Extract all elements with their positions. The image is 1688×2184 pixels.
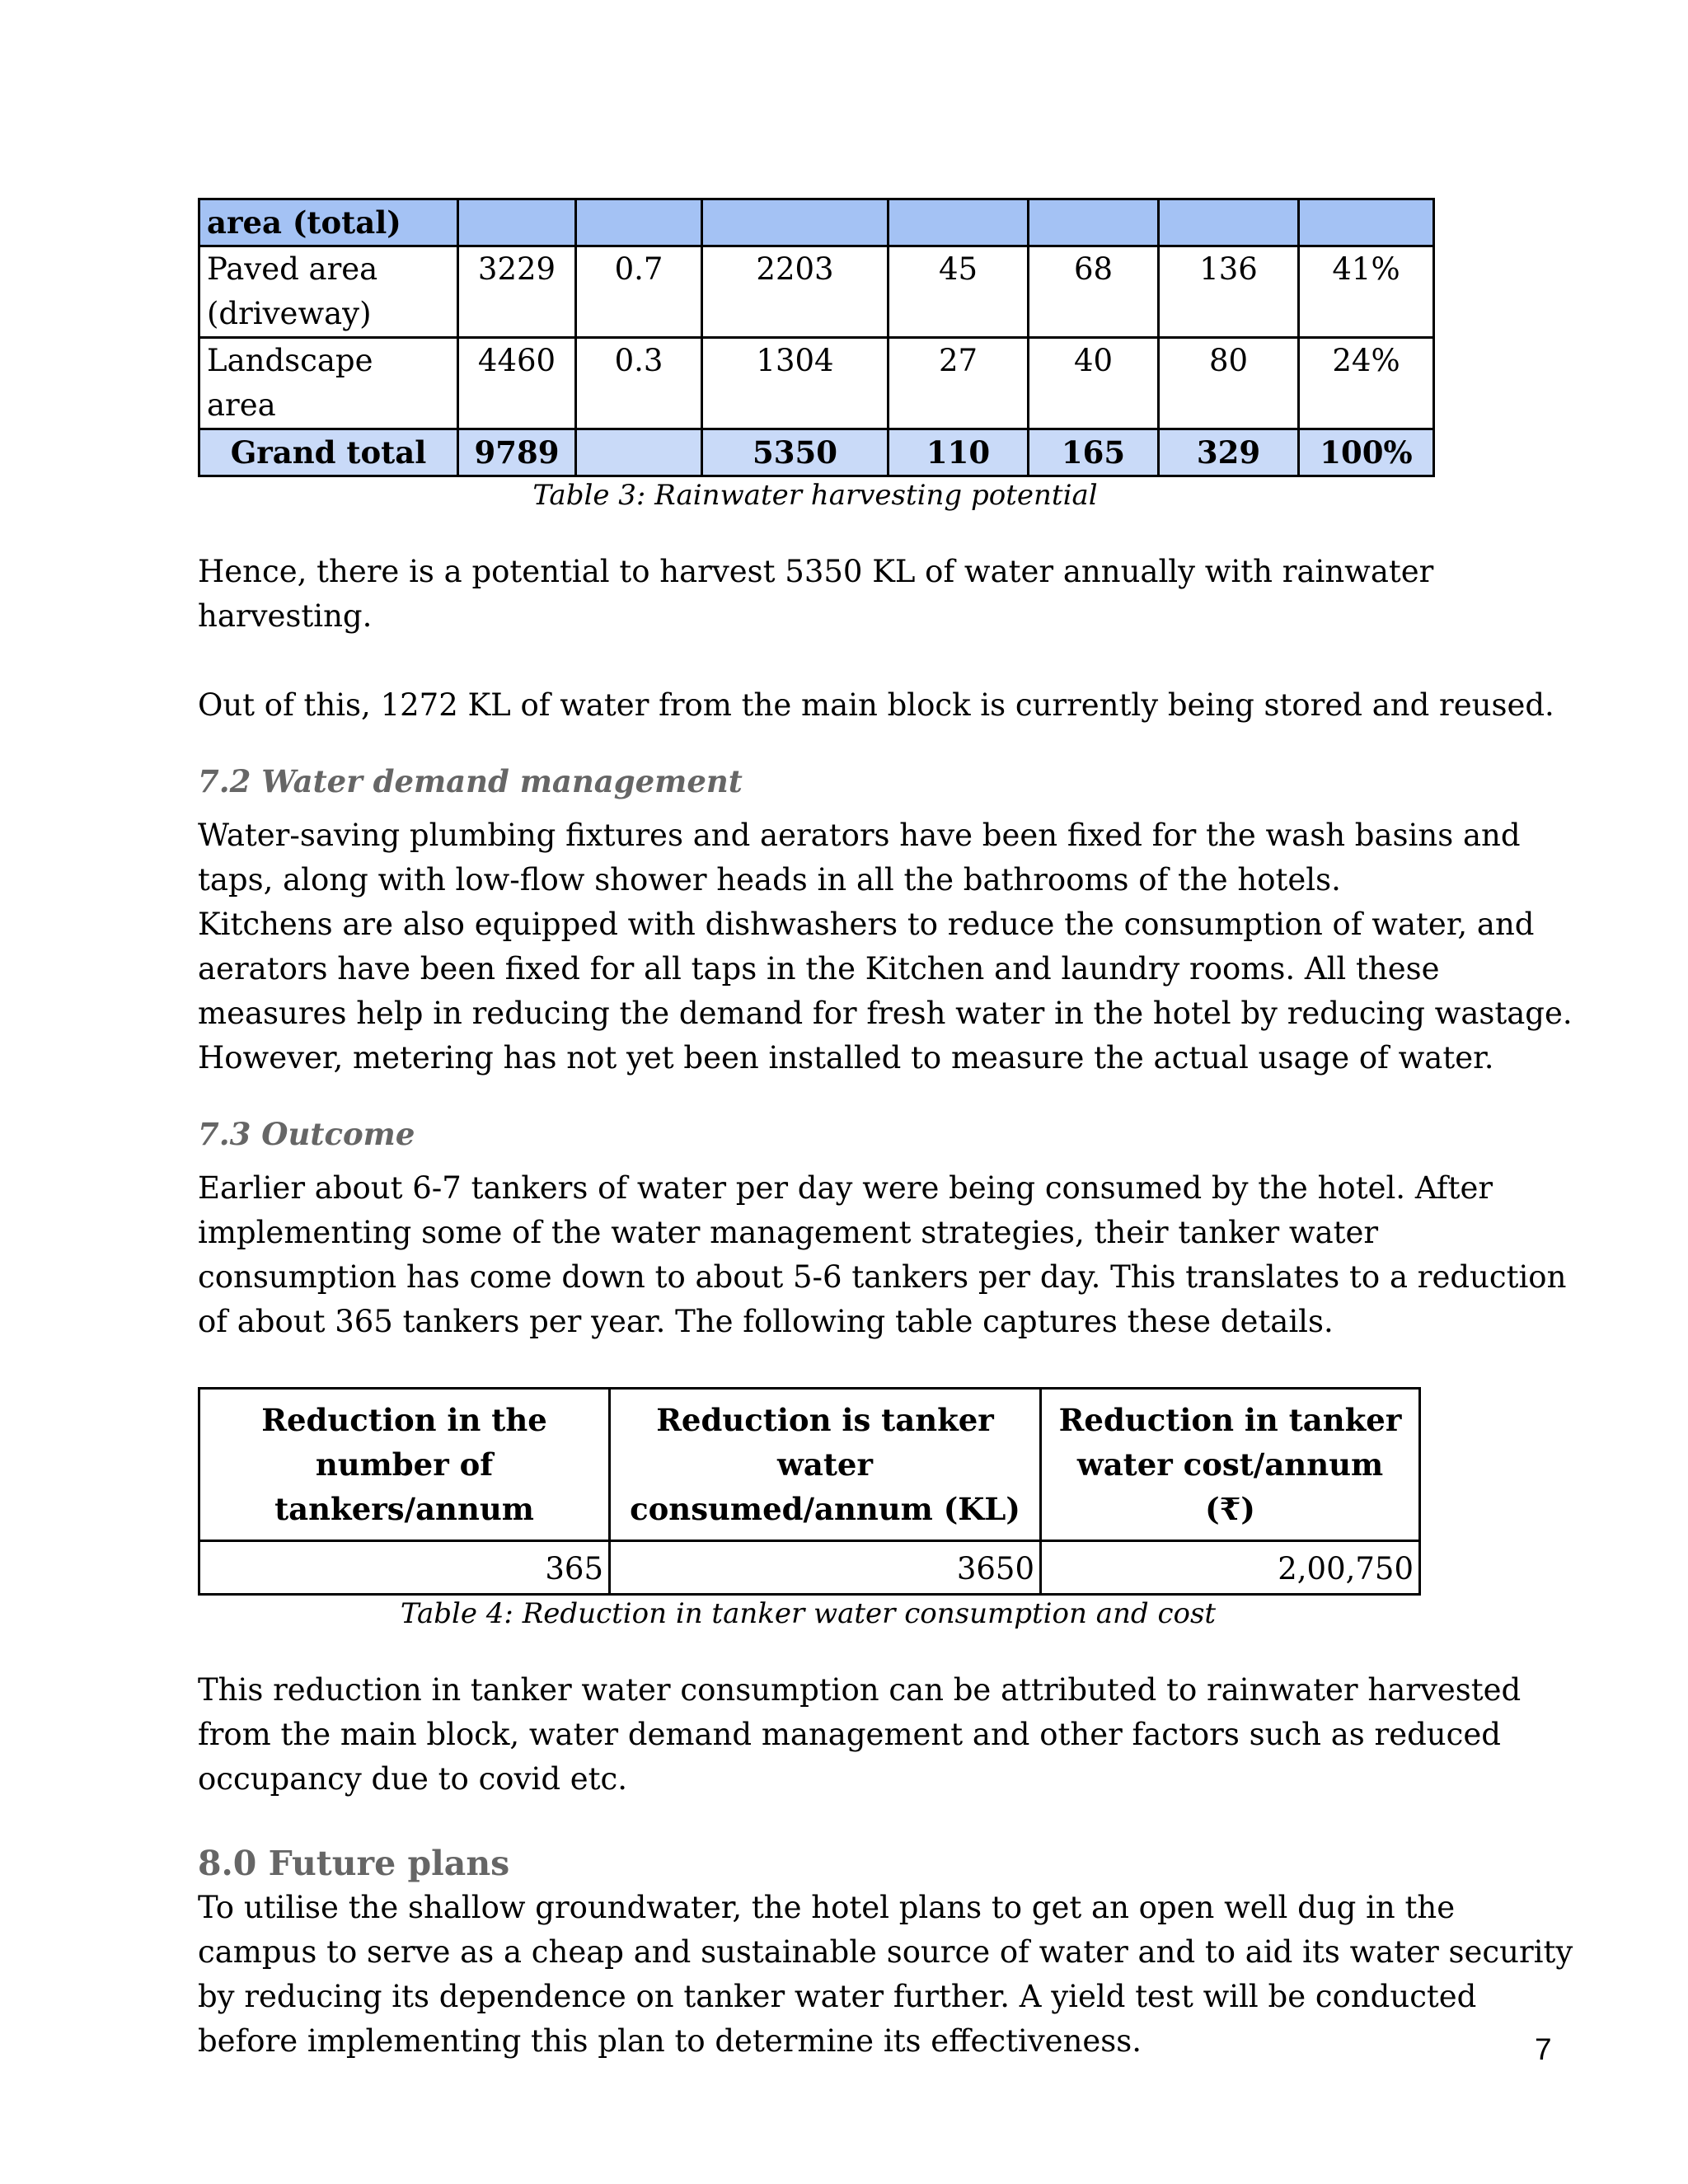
table-cell: 68 xyxy=(1029,246,1159,338)
table-cell: 1304 xyxy=(702,338,889,429)
row-label: Landscape area xyxy=(199,338,458,429)
column-header: Reduction is tanker water consumed/annum (KL) xyxy=(610,1389,1041,1541)
table-cell: 24% xyxy=(1299,338,1434,429)
table-cell: 3650 xyxy=(610,1541,1041,1595)
table-row xyxy=(199,199,1434,246)
table-cell: 45 xyxy=(889,246,1029,338)
section-8-0-text: To utilise the shallow groundwater, the hotel plans to get an open well dug in the campus to serve as a cheap and sustainable source of water and to aid its water security by reducing its dependence on tanker water further. A yield test will be conducted before implementing this plan to determine its effectiveness. xyxy=(198,1890,1573,2059)
table-cell: 136 xyxy=(1159,246,1299,338)
table-cell: 0.7 xyxy=(576,246,702,338)
column-header: Reduction in the number of tankers/annum xyxy=(199,1389,610,1541)
paragraph-stored-reused: Out of this, 1272 KL of water from the main block is currently being stored and reused. xyxy=(198,687,1554,723)
table-cell: 100% xyxy=(1299,429,1434,476)
table-cell: 5350 xyxy=(702,429,889,476)
table-cell xyxy=(576,199,702,246)
table3-caption: Table 3: Rainwater harvesting potential xyxy=(532,479,1098,512)
table-row xyxy=(199,338,1434,429)
row-label: Paved area (driveway) xyxy=(199,246,458,338)
row-label: Grand total xyxy=(199,429,458,476)
table-cell: 329 xyxy=(1159,429,1299,476)
table-row xyxy=(199,1541,1420,1595)
section-7-2-line-3: However, metering has not yet been installed to measure the actual usage of water. xyxy=(198,1040,1494,1076)
table-cell xyxy=(702,199,889,246)
table-cell: 2,00,750 xyxy=(1041,1541,1420,1595)
section-7-3-text: Earlier about 6-7 tankers of water per day were being consumed by the hotel. After implementing some of the water management strategies, their tanker water consumption has come down to about 5-6 tankers per day. This translates to a reduction of about 365 tankers per year. The following table captures these details. xyxy=(198,1170,1567,1339)
table4-caption: Table 4: Reduction in tanker water consumption and cost xyxy=(400,1597,1217,1630)
table-cell: 80 xyxy=(1159,338,1299,429)
table-header-row xyxy=(199,1389,1420,1541)
table-cell xyxy=(1299,199,1434,246)
page-number: 7 xyxy=(1535,2032,1552,2066)
table-cell: 110 xyxy=(889,429,1029,476)
section-7-2-line-1: Water-saving plumbing fixtures and aerators have been fixed for the wash basins and taps, along with low-flow shower heads in all the bathrooms of the hotels. xyxy=(198,818,1521,898)
paragraph-harvest-potential: Hence, there is a potential to harvest 5350 KL of water annually with rainwater harvesting. xyxy=(198,554,1434,634)
table-cell: 0.3 xyxy=(576,338,702,429)
table-cell: 165 xyxy=(1029,429,1159,476)
section-8-0-heading: 8.0 Future plans xyxy=(198,1844,510,1883)
section-7-3-heading: 7.3 Outcome xyxy=(198,1116,415,1152)
table-cell: 27 xyxy=(889,338,1029,429)
page-content xyxy=(198,198,1574,2064)
section-7-2-line-2: Kitchens are also equipped with dishwashers to reduce the consumption of water, and aerators have been fixed for all taps in the Kitchen and laundry rooms. All these measures help in reducing the demand for fresh water in the hotel by reducing wastage. xyxy=(198,907,1573,1031)
table-cell: 9789 xyxy=(458,429,576,476)
table-cell: 4460 xyxy=(458,338,576,429)
table-cell: 365 xyxy=(199,1541,610,1595)
table-cell xyxy=(576,429,702,476)
table-cell xyxy=(1159,199,1299,246)
rainwater-harvesting-table xyxy=(198,198,1435,477)
row-label: area (total) xyxy=(199,199,458,246)
tanker-reduction-table xyxy=(198,1387,1421,1596)
table-cell: 40 xyxy=(1029,338,1159,429)
table-cell xyxy=(458,199,576,246)
table-row xyxy=(199,246,1434,338)
table-row-total xyxy=(199,429,1434,476)
table-cell: 2203 xyxy=(702,246,889,338)
paragraph-reduction-attribution: This reduction in tanker water consumption can be attributed to rainwater harvested from the main block, water demand management and other factors such as reduced occupancy due to covid etc. xyxy=(198,1672,1522,1797)
table-cell: 3229 xyxy=(458,246,576,338)
table-cell: 41% xyxy=(1299,246,1434,338)
column-header: Reduction in tanker water cost/annum (₹) xyxy=(1041,1389,1420,1541)
table-cell xyxy=(1029,199,1159,246)
table-cell xyxy=(889,199,1029,246)
section-7-2-heading: 7.2 Water demand management xyxy=(198,763,743,799)
